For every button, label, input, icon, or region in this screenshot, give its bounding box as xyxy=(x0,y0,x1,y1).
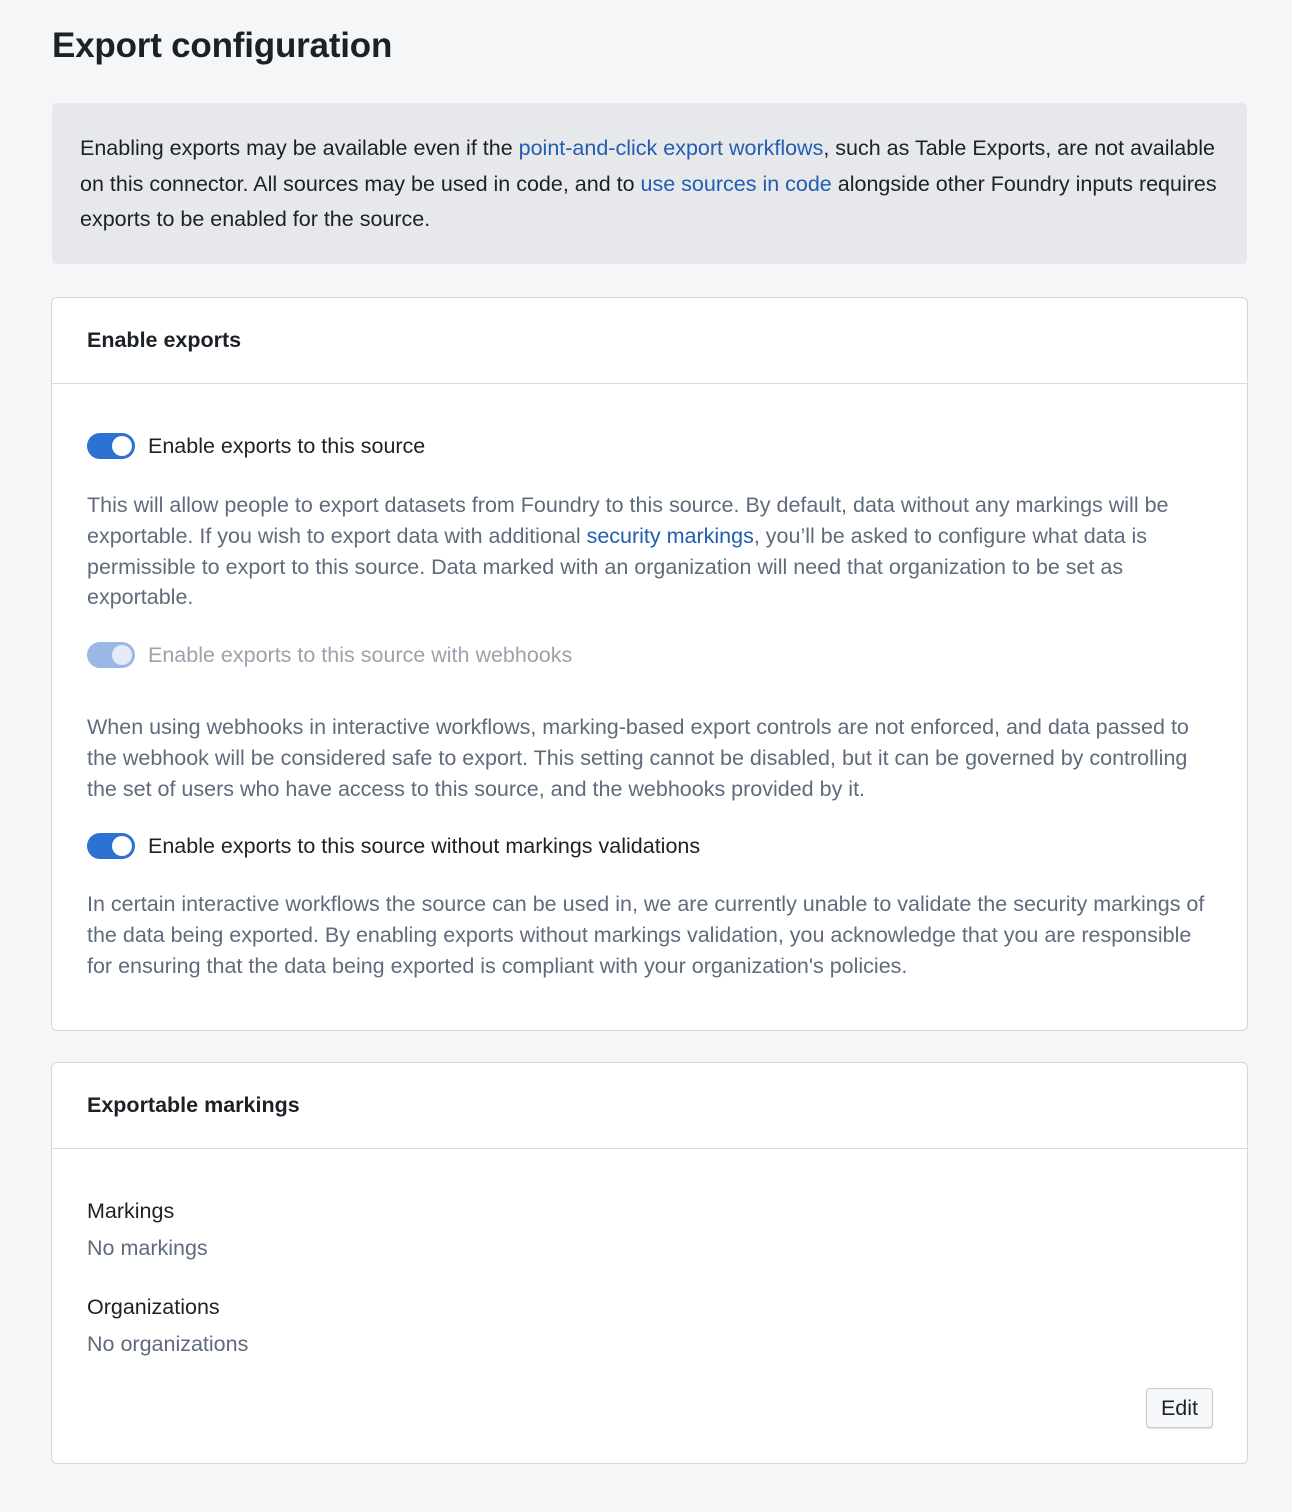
webhooks-description: When using webhooks in interactive workflows, marking-based export controls are not enforced, and data passed to the webhook will be considered safe to export. This setting cannot be disabled, but it can be governed by controlling the set of users who have access to this source, and the webhooks provided by it. xyxy=(87,715,1189,801)
organizations-value: No organizations xyxy=(87,1332,249,1356)
webhooks-toggle xyxy=(87,642,135,668)
no-validation-switch-row[interactable] xyxy=(87,833,700,859)
markings-label: Markings xyxy=(87,1199,175,1223)
enable-exports-description xyxy=(87,490,1217,613)
callout-text: , such as Table Exports, are not available on this connector. All sources may be used in code, and to xyxy=(80,136,1215,196)
description-text: , you’ll be asked to configure what data is permissible to export to this source. Data marked with an organization will need that organization to be set as exportable. xyxy=(87,523,1148,610)
markings-value: No markings xyxy=(87,1236,208,1260)
enable-exports-card-header xyxy=(52,298,1247,384)
toggle-knob xyxy=(112,436,132,456)
exportable-markings-title: Exportable markings xyxy=(87,1093,300,1117)
point-and-click-export-workflows-link[interactable]: point-and-click export workflows xyxy=(518,136,824,160)
webhooks-switch-row xyxy=(87,642,572,668)
enable-exports-card xyxy=(51,297,1248,1031)
webhooks-toggle-label: Enable exports to this source with webhooks xyxy=(148,642,573,667)
exportable-markings-card xyxy=(51,1062,1248,1464)
enable-exports-title: Enable exports xyxy=(87,328,242,352)
toggle-knob xyxy=(112,645,132,665)
enable-exports-switch-row[interactable] xyxy=(87,433,425,459)
no-validation-toggle[interactable] xyxy=(87,833,135,859)
exportable-markings-card-header xyxy=(52,1063,1247,1149)
enable-exports-toggle-label: Enable exports to this source xyxy=(148,433,426,458)
security-markings-link[interactable]: security markings xyxy=(586,523,754,548)
callout-text: alongside other Foundry inputs requires exports to be enabled for the source. xyxy=(80,171,1217,231)
edit-button[interactable]: Edit xyxy=(1146,1388,1213,1428)
use-sources-in-code-link[interactable]: use sources in code xyxy=(640,171,832,196)
page-title: Export configuration xyxy=(52,26,393,65)
organizations-label: Organizations xyxy=(87,1295,220,1319)
no-validation-description: In certain interactive workflows the source can be used in, we are currently unable to validate the security markings of the data being exported. By enabling exports without markings validation, you acknowledge that you are responsible for ensuring that the data being exported is compliant with your organization's policies. xyxy=(87,892,1205,978)
info-callout xyxy=(52,103,1247,264)
callout-text: Enabling exports may be available even if the xyxy=(80,136,519,160)
no-validation-toggle-label: Enable exports to this source without markings validations xyxy=(148,833,701,858)
enable-exports-toggle[interactable] xyxy=(87,433,135,459)
toggle-knob xyxy=(112,836,132,856)
description-text: This will allow people to export datasets from Foundry to this source. By default, data without any markings will be exportable. If you wish to export data with additional xyxy=(87,493,1169,548)
